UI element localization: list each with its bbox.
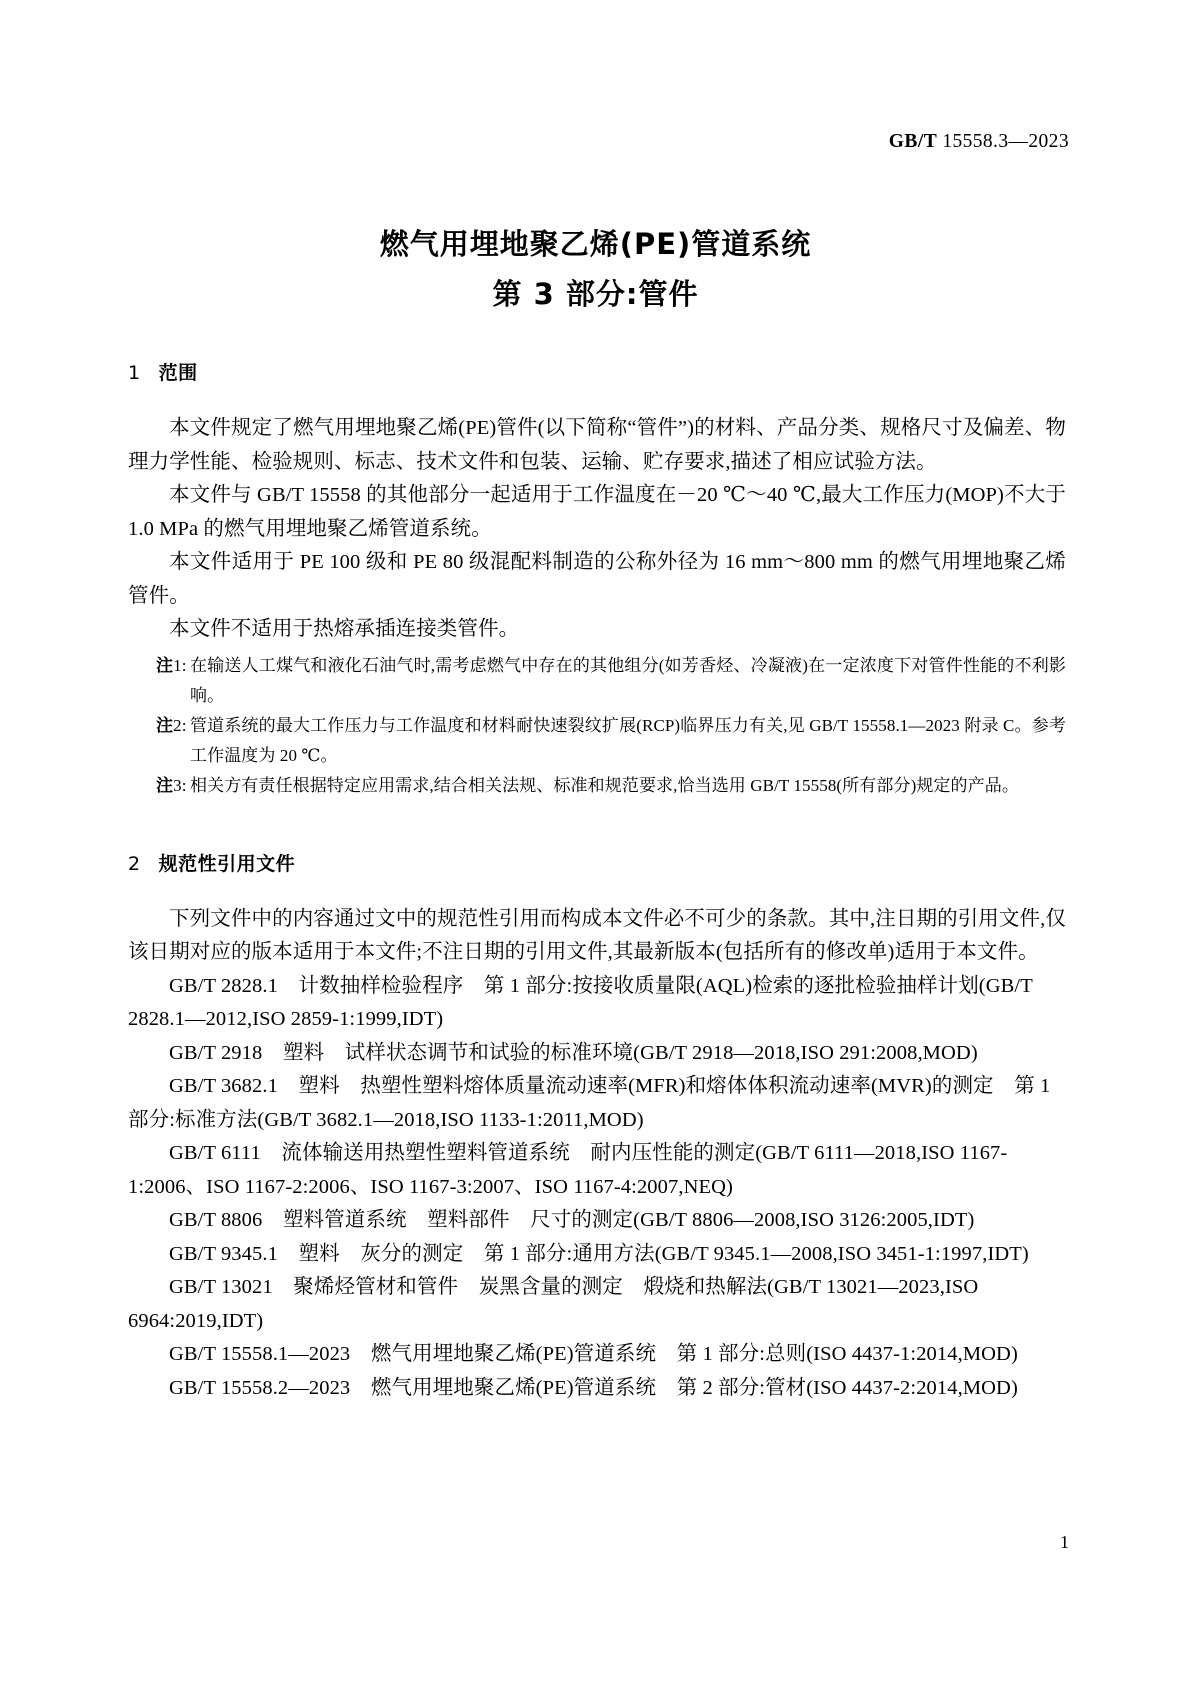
header-standard-number: 15558.3—2023 [942, 131, 1069, 152]
note-label [156, 651, 187, 681]
reference-item: GB/T 6111 流体输送用热塑性塑料管道系统 耐内压性能的测定(GB/T 6111—2018,ISO 1167-1:2006、ISO 1167-2:2006、ISO 1167-3:2007、ISO 1167-4:2007,NEQ) [128, 1142, 1008, 1198]
spacer [128, 877, 1066, 903]
page-number: 1 [1060, 1532, 1069, 1552]
clause-1-paragraph: 本文件规定了燃气用埋地聚乙烯(PE)管件(以下简称“管件”)的材料、产品分类、规格尺寸及偏差、物理力学性能、检验规则、标志、技术文件和包装、运输、贮存要求,描述了相应试验方法。 [128, 417, 1066, 473]
header-standard-prefix: GB/T [888, 131, 938, 152]
reference-item: GB/T 15558.2—2023 燃气用埋地聚乙烯(PE)管道系统 第 2 部分:管材(ISO 4437-2:2014,MOD) [169, 1376, 1018, 1399]
clause-1-paragraph: 本文件适用于 PE 100 级和 PE 80 级混配料制造的公称外径为 16 mm～800 mm 的燃气用埋地聚乙烯管件。 [128, 551, 1066, 607]
spacer [128, 801, 1066, 851]
reference-item: GB/T 13021 聚烯烃管材和管件 炭黑含量的测定 煅烧和热解法(GB/T 13021—2023,ISO 6964:2019,IDT) [128, 1276, 979, 1332]
note-index: 2 [173, 715, 182, 735]
clause-1-heading [128, 360, 1066, 386]
note-index: 1 [173, 655, 182, 675]
reference-item: GB/T 8806 塑料管道系统 塑料部件 尺寸的测定(GB/T 8806—2008,ISO 3126:2005,IDT) [169, 1209, 975, 1231]
document-title [0, 222, 1191, 316]
note-index: 3 [173, 775, 182, 795]
note-label [156, 771, 187, 801]
note-item [128, 651, 1066, 711]
document-title-line2: 第 3 部分:管件 [492, 277, 699, 311]
note-item [128, 711, 1066, 771]
spacer [128, 386, 1066, 412]
clause-2-intro: 下列文件中的内容通过文中的规范性引用而构成本文件必不可少的条款。其中,注日期的引用文件,仅该日期对应的版本适用于本文件;不注日期的引用文件,其最新版本(包括所有的修改单)适用于本文件。 [128, 907, 1066, 963]
note-label-text: 注 [156, 775, 174, 795]
clause-1-paragraph: 本文件与 GB/T 15558 的其他部分一起适用于工作温度在－20 ℃～40 ℃,最大工作压力(MOP)不大于 1.0 MPa 的燃气用埋地聚乙烯管道系统。 [128, 484, 1066, 540]
note-text: 在输送人工煤气和液化石油气时,需考虑燃气中存在的其他组分(如芳香烃、冷凝液)在一定浓度下对管件性能的不利影响。 [190, 655, 1066, 705]
clause-1-paragraph: 本文件不适用于热熔承插连接类管件。 [169, 618, 520, 640]
note-text: 相关方有责任根据特定应用需求,结合相关法规、标准和规范要求,恰当选用 GB/T 15558(所有部分)规定的产品。 [190, 775, 1019, 795]
note-separator: : [181, 655, 187, 675]
note-text: 管道系统的最大工作压力与工作温度和材料耐快速裂纹扩展(RCP)临界压力有关,见 GB/T 15558.1—2023 附录 C。参考工作温度为 20 ℃。 [190, 715, 1066, 765]
note-separator: : [181, 715, 187, 735]
note-label [156, 711, 187, 741]
note-label-text: 注 [156, 655, 174, 675]
clause-1-title: 范围 [158, 362, 198, 384]
reference-item: GB/T 3682.1 塑料 热塑性塑料熔体质量流动速率(MFR)和熔体体积流动速率(MVR)的测定 第 1 部分:标准方法(GB/T 3682.1—2018,ISO 1133-1:2011,MOD) [128, 1075, 1051, 1131]
clause-2-heading [128, 851, 1066, 877]
reference-item: GB/T 15558.1—2023 燃气用埋地聚乙烯(PE)管道系统 第 1 部分:总则(ISO 4437-1:2014,MOD) [169, 1343, 1018, 1365]
reference-item: GB/T 2828.1 计数抽样检验程序 第 1 部分:按接收质量限(AQL)检索的逐批检验抽样计划(GB/T 2828.1—2012,ISO 2859-1:1999,IDT) [128, 974, 1033, 1030]
note-label-text: 注 [156, 715, 174, 735]
note-item [128, 771, 1066, 801]
note-separator: : [181, 775, 187, 795]
reference-item: GB/T 9345.1 塑料 灰分的测定 第 1 部分:通用方法(GB/T 9345.1—2008,ISO 3451-1:1997,IDT) [169, 1242, 1029, 1265]
clause-1-number: 1 [128, 362, 141, 384]
running-header [889, 131, 1069, 153]
clause-2-title: 规范性引用文件 [158, 852, 296, 875]
clause-1-notes [128, 651, 1066, 801]
clause-2-number: 2 [128, 852, 141, 875]
document-title-line1: 燃气用埋地聚乙烯(PE)管道系统 [379, 227, 812, 261]
reference-item: GB/T 2918 塑料 试样状态调节和试验的标准环境(GB/T 2918—2018,ISO 291:2008,MOD) [169, 1041, 978, 1064]
document-body [128, 360, 1066, 1405]
